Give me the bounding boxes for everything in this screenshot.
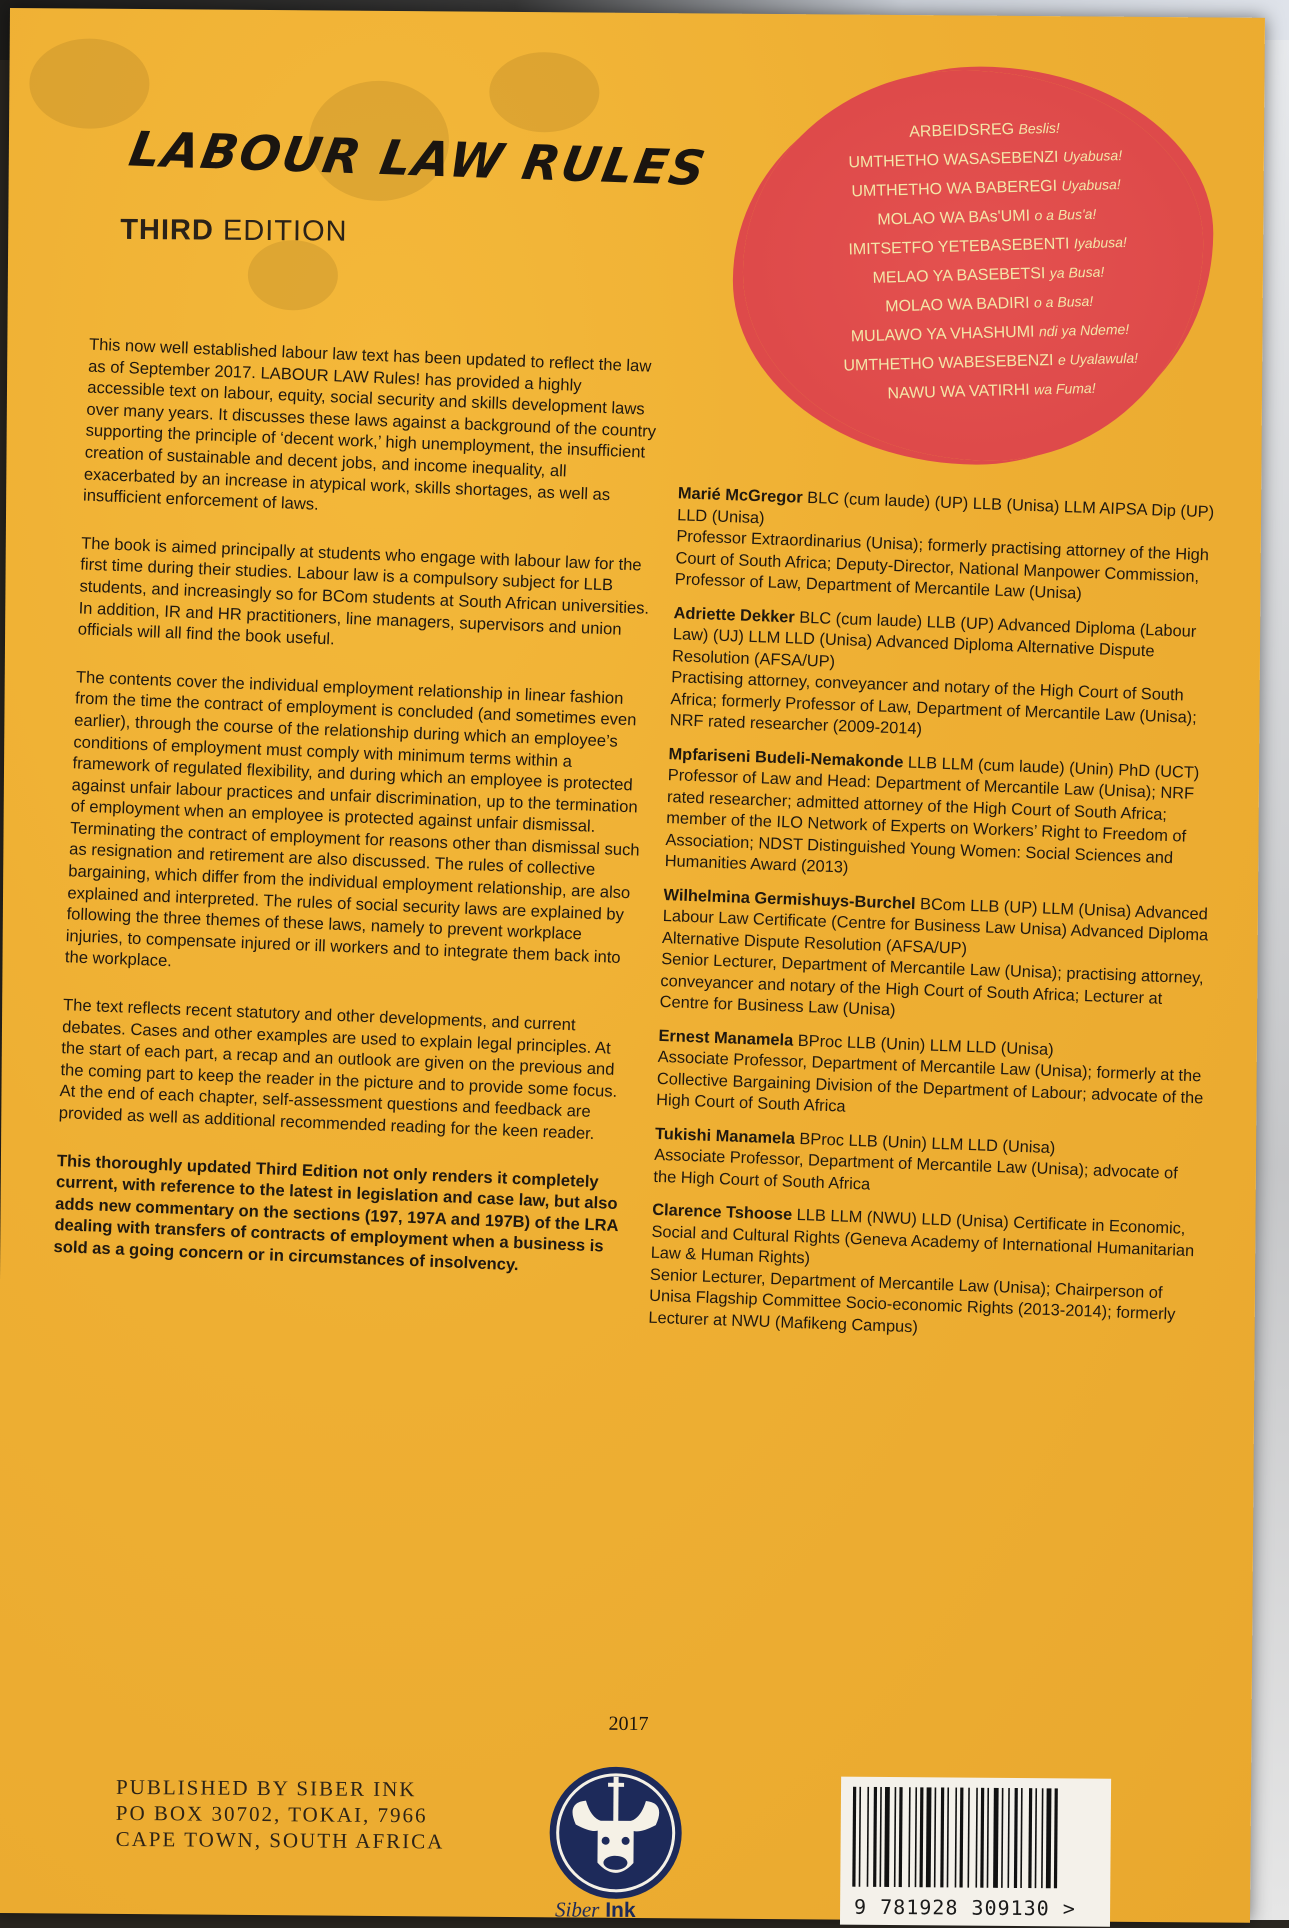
stamp-line-main: MULAWO YA VHASHUMI [850, 323, 1035, 346]
book-title: LABOUR LAW RULES [125, 121, 711, 197]
barcode-bar [1001, 1788, 1003, 1888]
stamp-line-tail: o a Busa! [1033, 292, 1094, 311]
blurb-highlight: This thoroughly updated Third Edition not only renders it completely current, with reference to the latest in legislation and case law, but also adds new commentary on the sections (197, 197A and 197B) of the LRA dealing with transfers of contracts of employment when a business is sold as a going concern or in circumstances of insolvency. [53, 1150, 619, 1275]
barcode-bar [894, 1787, 896, 1887]
author-details: BProc LLB (Unin) LLM LLD (Unisa) Associate Professor, Department of Mercantile Law (Unisa); advocate of the High Court of South Africa [653, 1129, 1179, 1194]
author-details: BLC (cum laude) LLB (UP) Advanced Diploma (Labour Law) (UJ) LLM LLD (Unisa) Advanced Diploma Alternative Dispute Resolution (AFSA/UP) Practising attorney, conveyancer and notary of the High Court of South Africa; formerly Professor of Law, Department of Mercantile Law (Unisa); NRF rated researcher (2009-2014) [669, 608, 1198, 739]
barcode-bar [980, 1788, 984, 1888]
barcode-bar [899, 1787, 903, 1887]
author-name: Ernest Manamela [658, 1026, 794, 1050]
stamp-line-tail: Beslis! [1018, 119, 1060, 137]
author-entry [659, 885, 1211, 1034]
barcode-bar [915, 1787, 917, 1887]
barcode-bar [873, 1787, 877, 1887]
author-name: Adriette Dekker [673, 603, 796, 627]
stamp-line-main: ARBEIDSREG [909, 120, 1015, 141]
author-details: BLC (cum laude) (UP) LLB (Unisa) LLM AIPSA Dip (UP) LLD (Unisa) Professor Extraordinarius (Unisa); formerly practising attorney of the High Court of South Africa; Deputy-Director, National Manpower Commission, Professor of Law, Department of Mercantile Law (Unisa) [674, 488, 1215, 603]
barcode-bar [959, 1788, 963, 1888]
barcode-bar [947, 1787, 949, 1887]
stamp-line-main: UMTHETHO WABESEBENZI [843, 351, 1054, 375]
stamp-line-main: MOLAO WA BADIRI [885, 294, 1030, 316]
barcode-bar [955, 1787, 957, 1887]
barcode-bar [1014, 1788, 1018, 1888]
barcode-bar [852, 1787, 856, 1887]
stamp-line-main: IMITSETFO YETEBASEBENTI [848, 235, 1070, 259]
stamp-line-tail: Iyabusa! [1073, 233, 1128, 252]
barcode-bar [993, 1788, 999, 1888]
stamp-line-tail: o a Bus'a! [1034, 205, 1097, 224]
barcode-bar [1041, 1788, 1043, 1888]
barcode-bar [934, 1787, 936, 1887]
author-details: BCom LLB (UP) LLM (Unisa) Advanced Labour Law Certificate (Centre for Business Law Unisa) Advanced Diploma Alternative Dispute Resolution (AFSA/UP) Senior Lecturer, Department of Mercantile Law (Unisa); practising attorney, conveyancer and notary of the High Court of South Africa; Lecturer at Centre for Business Law (Unisa) [659, 894, 1209, 1020]
siber-ink-logo [545, 1762, 686, 1903]
barcode-bar [940, 1787, 944, 1887]
author-entry [669, 603, 1221, 752]
blurb-paragraph: The book is aimed principally at students who engage with labour law for the first time during their studies. Labour law is a compulsory subject for LLB students, and increasingly so for BCom students at South African universities. In addition, IR and HR practitioners, line managers, supervisors and union officials will all find the book useful. [77, 533, 650, 649]
stamp-line-main: NAWU WA VATIRHI [887, 381, 1030, 403]
author-entry [653, 1123, 1203, 1207]
publisher-line: PUBLISHED BY SIBER INK [115, 1774, 417, 1802]
blurb-paragraph: The text reflects recent statutory and other developments, and current debates. Cases and other examples are used to explain legal principles. At the start of each part, a recap and an outlook are given on the previous and the coming part to keep the reader in the picture and to provide some focus. At the end of each chapter, self-assessment questions and feedback are provided as well as additional recommended reading for the keen reader. [58, 995, 618, 1144]
blurb-paragraph: The contents cover the individual employment relationship in linear fashion from the time the contract of employment is concluded (and sometimes even earlier), through the course of the relationship during which an employee’s conditions of employment must comply with minimum terms within a framework of regulated flexibility, and during which an employee is protected against unfair labour practices and unfair discrimination, up to the termination of employment when an employee is protected against unfair dismissal. Terminating the contract of employment for reasons other than dismissal such as resignation and retirement are also discussed. The rules of collective bargaining, which differ from the individual employment relationship, are also explained and interpreted. The rules of social security laws are explained by following the three themes of these laws, namely to prevent workplace injuries, to compensate injured or ill workers and to integrate them back into the workplace. [64, 667, 640, 971]
barcode-bar [879, 1787, 881, 1887]
barcode-bar [1020, 1788, 1022, 1888]
blurb-paragraph: This now well established labour law text has been updated to reflect the law as of September 2017. LABOUR LAW Rules! has provided a highly accessible text on labour, equity, social security and skills development laws over many years. It discusses these laws against a background of the country supporting the principle of ‘decent work,’ high unemployment, the insufficient creation of sustainable and decent jobs, and income inequality, all exacerbated by an increase in atypical work, skills shortages, as well as insufficient enforcement of laws. [82, 334, 657, 514]
stamp-line-tail: wa Fuma! [1033, 379, 1096, 398]
stamp-line-main: MELAO YA BASEBETSI [872, 265, 1046, 287]
logo-word-ink: Ink [605, 1898, 636, 1922]
stamp-text [784, 110, 1192, 411]
ink-splat [248, 240, 339, 311]
logo-wordmark [555, 1897, 636, 1923]
edition-bold: THIRD [120, 213, 214, 247]
barcode-bar [908, 1787, 910, 1887]
publisher-address [116, 1774, 445, 1855]
barcode-bar [967, 1788, 969, 1888]
stamp-line-main: MOLAO WA BAs'UMI [877, 207, 1031, 229]
barcode-bar [1028, 1788, 1032, 1888]
barcode-bar [1035, 1788, 1037, 1888]
ink-splat [489, 52, 600, 133]
barcode-bar [987, 1788, 989, 1888]
book-back-cover [0, 8, 1265, 1923]
isbn-barcode [840, 1777, 1111, 1927]
barcode-bar [919, 1787, 923, 1887]
author-details: BProc LLB (Unin) LLM LLD (Unisa) Associate Professor, Department of Mercantile Law (Unisa); formerly at the Collective Bargaining Division of the Department of Labour; advocate of the High Court of South Africa [655, 1031, 1204, 1116]
stamp-line-main: UMTHETHO WASASEBENZI [848, 148, 1059, 172]
stamp-line-tail: Uyabusa! [1061, 176, 1121, 194]
barcode-bar [867, 1787, 869, 1887]
author-name: Mpfariseni Budeli-Nemakonde [668, 744, 904, 771]
stamp-line-tail: ndi ya Ndeme! [1038, 320, 1130, 340]
isbn-number: 9 781928 309130 > [854, 1894, 1076, 1921]
author-name: Wilhelmina Germishuys-Burchel [663, 885, 916, 913]
barcode-bar [1046, 1788, 1052, 1888]
barcode-bar [1007, 1788, 1009, 1888]
publication-year: 2017 [608, 1712, 649, 1736]
barcode-bar [926, 1787, 932, 1887]
barcode-bar [884, 1787, 890, 1887]
edition-rest: EDITION [222, 214, 348, 248]
bull-icon [545, 1762, 686, 1903]
author-details: LLB LLM (NWU) LLD (Unisa) Certificate in Economic, Social and Cultural Rights (Geneva Academy of International Humanitarian Law & Human Rights) Senior Lecturer, Department of Mercantile Law (Unisa); Chairperson of Unisa Flagship Committee Socio-economic Rights (2013-2014); formerly Lecturer at NWU (Mafikeng Campus) [648, 1205, 1195, 1336]
publisher-line: CAPE TOWN, SOUTH AFRICA [115, 1826, 445, 1854]
ink-splat [29, 38, 150, 129]
barcode-bar [859, 1787, 861, 1887]
stamp-line-tail: Uyabusa! [1062, 147, 1123, 165]
stamp-line-main: UMTHETHO WA BABEREGI [851, 177, 1058, 201]
edition-label [120, 214, 348, 249]
stamp-line-tail: e Uyalawula! [1057, 349, 1139, 368]
author-entry [648, 1200, 1200, 1349]
publisher-line: PO BOX 30702, TOKAI, 7966 [115, 1800, 428, 1828]
logo-word-siber: Siber [554, 1897, 600, 1922]
author-entry [664, 744, 1216, 893]
blurb [52, 334, 664, 1306]
barcode-bar [975, 1788, 977, 1888]
author-name: Tukishi Manamela [654, 1124, 796, 1148]
barcode-bars [848, 1787, 1103, 1897]
stamp-line-tail: ya Busa! [1049, 263, 1105, 282]
author-entry [656, 1025, 1207, 1131]
author-details: LLB LLM (cum laude) (Unin) PhD (UCT) Professor of Law and Head: Department of Mercantile Law (Unisa); NRF rated researcher; admitted attorney of the High Court of South Africa; member of the ILO Network of Experts on Workers’ Right to Freedom of Association; NDST Distinguished Young Women: Social Sciences and Humanities Award (2013) [664, 753, 1200, 877]
author-name: Marié McGregor [677, 484, 803, 507]
author-entry [674, 483, 1225, 610]
author-list [648, 483, 1226, 1360]
barcode-bar [1054, 1788, 1058, 1888]
author-name: Clarence Tshoose [651, 1200, 793, 1224]
